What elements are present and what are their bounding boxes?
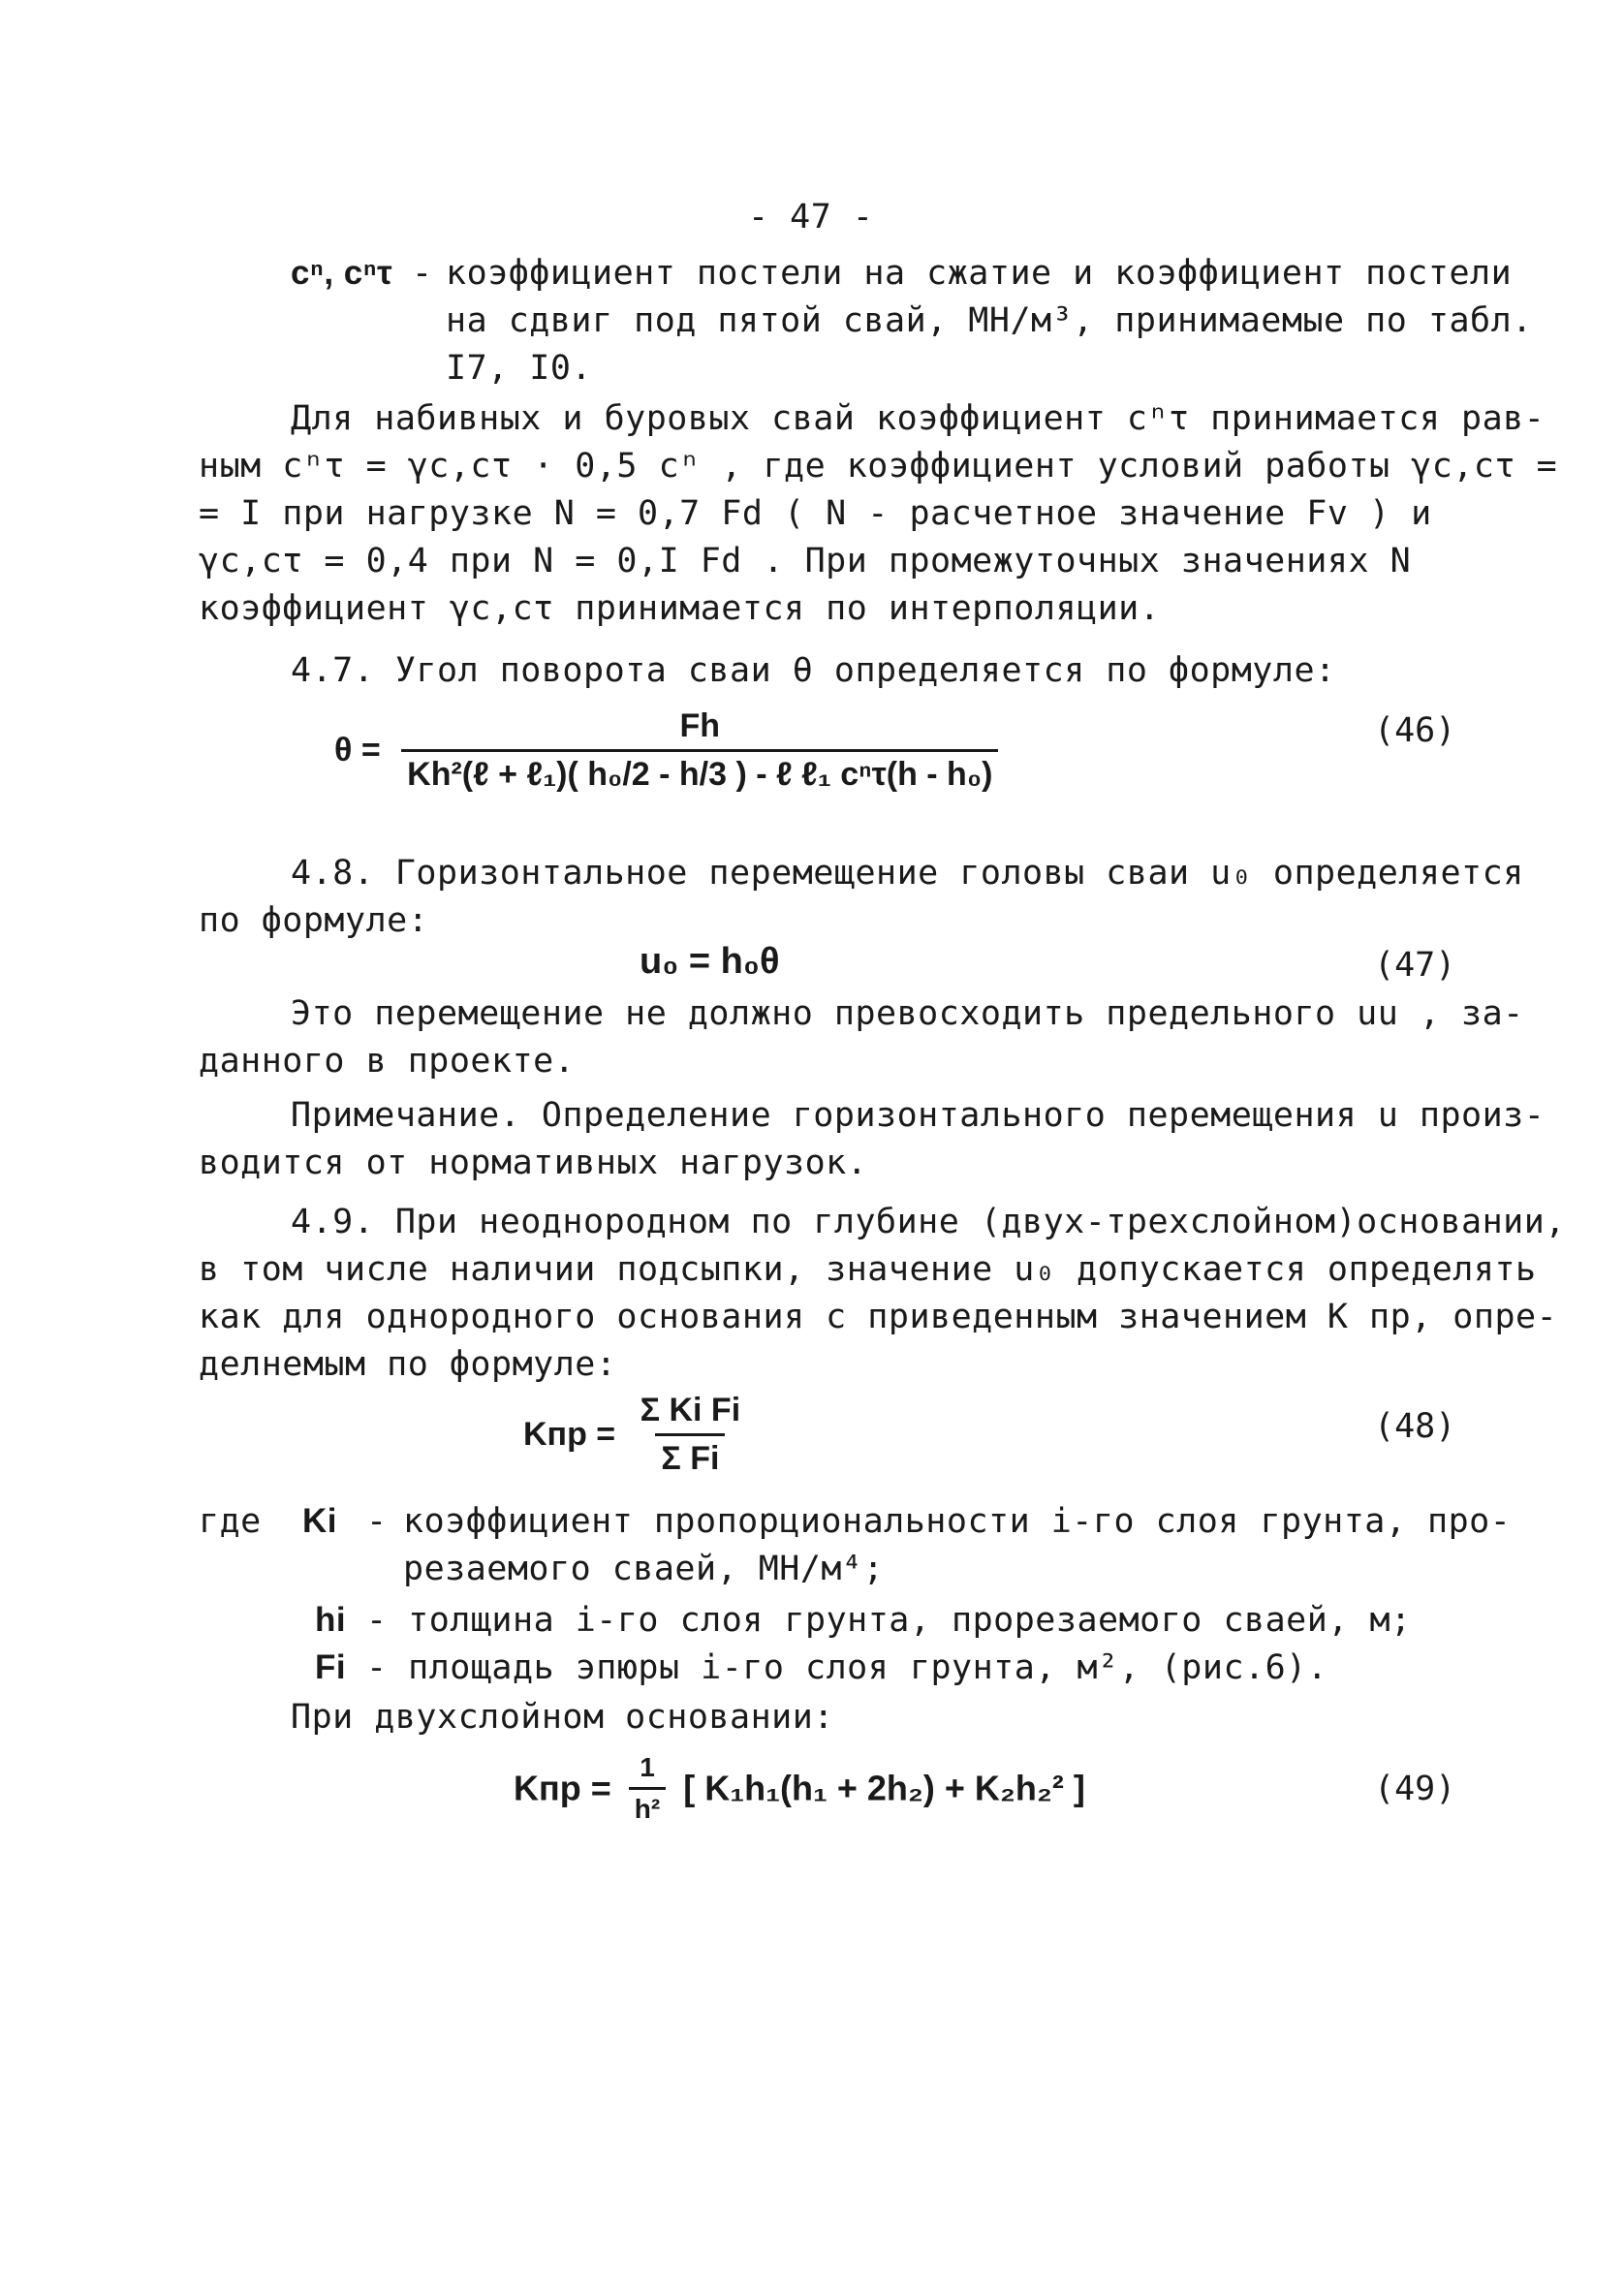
equation-49-body: [ K₁h₁(h₁ + 2h₂) + K₂h₂² ] (683, 1768, 1085, 1808)
k-i-line-2: резаемого сваей, МН/м⁴; (403, 1550, 885, 1588)
equation-48-fraction (635, 1392, 747, 1478)
c-coefficient-dash: - (412, 254, 433, 293)
bored-piles-line-5: коэффициент γc,cτ принимается по интерполяции. (199, 589, 1161, 628)
section-4-9-line-2: в том числе наличии подсыпки, значение u₀ допускается определять (199, 1250, 1537, 1289)
section-4-9-line-3: как для однородного основания с приведенным значением K пр, опре- (199, 1298, 1558, 1336)
equation-49-lhs: Kпр = (514, 1768, 611, 1808)
equation-46 (334, 707, 998, 794)
equation-49 (514, 1752, 1085, 1825)
equation-46-denominator: Kh²(ℓ + ℓ₁)( h₀/2 - h/3 ) - ℓ ℓ₁ cⁿτ(h - h₀) (401, 749, 998, 794)
limit-line-1: Это перемещение не должно превосходить предельного uu , за- (291, 994, 1524, 1033)
section-4-8-line-2: по формуле: (199, 901, 429, 940)
section-4-9-line-4: делнемым по формуле: (199, 1345, 617, 1384)
bored-piles-line-3: = I при нагрузке N = 0,7 Fd ( N - расчетное значение Fv ) и (199, 494, 1432, 533)
bored-piles-line-4: γc,cτ = 0,4 при N = 0,I Fd . При промежуточных значениях N (199, 542, 1412, 580)
equation-48-numerator: Σ Ki Fi (640, 1392, 741, 1428)
k-i-line-1: коэффициент пропорциональности i-го слоя грунта, про- (403, 1502, 1512, 1541)
c-coefficient-line-2: на сдвиг под пятой свай, МН/м³, принимаемые по табл. (446, 301, 1533, 340)
equation-48-lhs: Kпр = (523, 1416, 616, 1453)
bored-piles-line-1: Для набивных и буровых свай коэффициент cⁿτ принимается рав- (291, 399, 1546, 438)
k-i-dash: - (366, 1502, 388, 1541)
equation-46-number: (46) (1374, 711, 1456, 750)
h-i-text: - толщина i-го слоя грунта, прорезаемого сваей, м; (366, 1601, 1412, 1640)
bored-piles-line-2: ным cⁿτ = γc,cτ · 0,5 cⁿ , где коэффициент условий работы γc,cτ = (199, 447, 1558, 486)
section-4-9-line-1: 4.9. При неоднородном по глубине (двух-трехслойном)основании, (291, 1203, 1566, 1241)
equation-48-denominator: Σ Fi (655, 1433, 725, 1478)
equation-47-number: (47) (1374, 946, 1456, 985)
section-4-8-line-1: 4.8. Горизонтальное перемещение головы сваи u₀ определяется (291, 854, 1524, 893)
k-i-symbol: Ki (302, 1502, 337, 1540)
equation-48-number: (48) (1374, 1407, 1456, 1446)
page-number: - 47 - (748, 198, 874, 236)
equation-49-number: (49) (1374, 1770, 1456, 1808)
limit-line-2: данного в проекте. (199, 1042, 576, 1081)
c-coefficient-line-3: I7, I0. (446, 349, 593, 388)
c-coefficient-symbol: cⁿ, cⁿτ (291, 254, 393, 292)
section-4-7: 4.7. Угол поворота сваи θ определяется по формуле: (291, 651, 1336, 690)
equation-46-numerator: Fh (679, 707, 721, 744)
equation-49-frac-num: 1 (640, 1752, 655, 1782)
where-label: где (199, 1502, 262, 1541)
equation-47: u₀ = h₀θ (640, 941, 780, 982)
f-i-symbol: Fi (315, 1648, 347, 1686)
note-line-2: водится от нормативных нагрузок. (199, 1144, 868, 1182)
equation-46-lhs: θ = (334, 732, 381, 768)
note-line-1: Примечание. Определение горизонтального перемещения u произ- (291, 1096, 1546, 1135)
two-layer-intro: При двухслойном основании: (291, 1698, 834, 1737)
equation-48 (523, 1392, 746, 1478)
h-i-symbol: hi (315, 1601, 347, 1639)
equation-49-frac-den: h² (629, 1787, 666, 1825)
equation-46-fraction (401, 707, 998, 794)
equation-49-fraction (629, 1752, 666, 1825)
f-i-text: - площадь эпюры i-го слоя грунта, м², (рис.6). (366, 1648, 1328, 1687)
c-coefficient-line-1: коэффициент постели на сжатие и коэффициент постели (446, 254, 1513, 293)
